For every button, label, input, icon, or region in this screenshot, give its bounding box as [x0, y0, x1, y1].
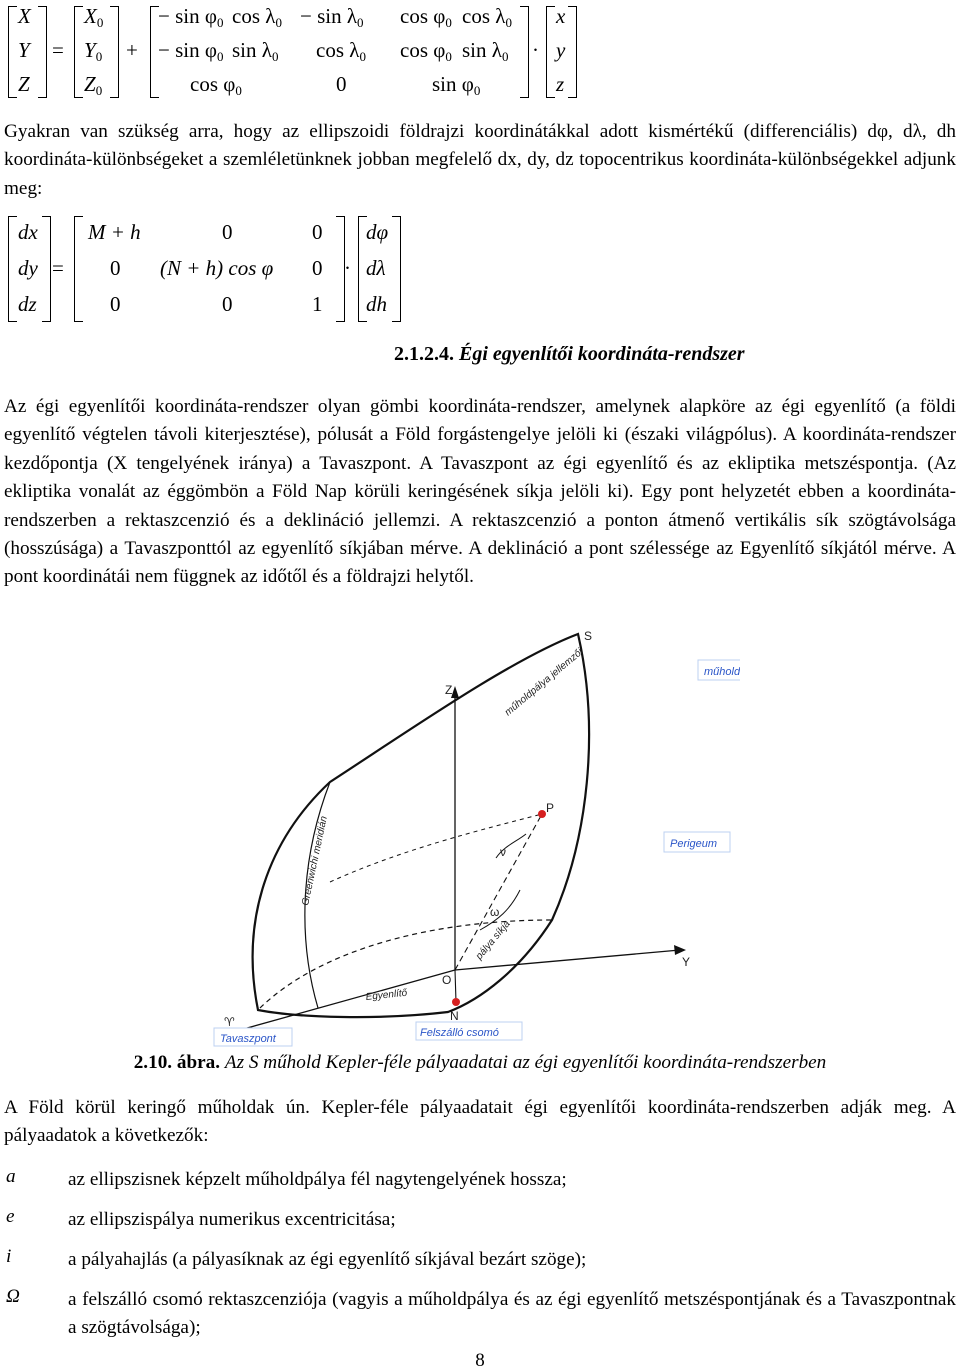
y-arrow-icon — [674, 945, 686, 955]
lhs-symbol: dz — [18, 292, 37, 316]
perigee-line — [455, 814, 542, 970]
def-desc: a felszálló csomó rektaszcenziója (vagyis a műholdpálya és az égi egyenlítő metszéspontjának és a Tavaszpontnak a szögtávolsága); — [68, 1289, 956, 1338]
paragraph-equatorial-system: Az égi egyenlítői koordináta-rendszer olyan gömbi koordináta-rendszer, amelynek alapköre az égi egyenlítő (a földi egyenlítő végtelen távoli kiterjesztése), pólusát a Föld forgástengelye jelöli ki (északi világpólus). A koordináta-rendszer kezdőpontja (X tengelyének iránya) a Tavaszpont. A Tavaszpont az égi egyenlítő és az ekliptika metszéspontja. (Az ekliptika vonalát az éggömbön a Föld Nap körüli keringésének síkja jelöli ki). Egy pont helyzetét ebben a koordináta-rendszerben a rektaszcenzió és a deklináció jellemzi. A rektaszcenzió a ponton átmenő vertikális sík szögtávolsága (hosszúsága) a Tavaszponttól az egyenlítő síkjában mérve. A deklináció a pont szélessége az Egyenlítő síkjától mérve. A pont koordinátái nem függnek az időtől és a földrajzi helytől. — [4, 396, 956, 588]
def-term: Ω — [6, 1286, 20, 1307]
matrix-cell: 0 — [110, 292, 121, 316]
lhs-symbol: dy — [18, 256, 38, 280]
node-marker-icon — [452, 998, 460, 1006]
matrix-cell — [232, 4, 282, 31]
caption-text: Az S műhold Kepler-féle pályaadatai az égi egyenlítői koordináta-rendszerben — [224, 1052, 827, 1073]
cell-text: cos λ — [316, 38, 360, 62]
offset-letter: Z — [84, 72, 96, 96]
equals-sign: = — [52, 256, 64, 280]
matrix-cell — [432, 72, 480, 99]
plus-sign: + — [126, 38, 138, 62]
def-desc: az ellipszisnek képzelt műholdpálya fél nagytengelyének hossza; — [68, 1169, 567, 1190]
subscript: 0 — [275, 15, 282, 30]
page-number: 8 — [475, 1350, 485, 1371]
cell-text: cos φ — [400, 4, 446, 28]
perigee-label: Perigeum — [670, 838, 718, 850]
cell-text: sin λ — [232, 38, 272, 62]
lhs-symbol: Y — [18, 38, 30, 62]
figure-caption — [0, 1052, 960, 1074]
vector-symbol: x — [556, 4, 566, 28]
def-term: a — [6, 1166, 16, 1187]
subscript: 0 — [216, 49, 224, 64]
matrix-cell — [462, 38, 508, 65]
matrix-cell: (N + h) cos φ — [160, 256, 274, 280]
matrix-cell: 0 — [222, 220, 233, 244]
satellite-label: műhold — [704, 666, 740, 678]
matrix-cell — [316, 38, 366, 65]
matrix-cell: 0 — [336, 72, 347, 96]
matrix-cell — [190, 72, 242, 99]
matrix-cell — [400, 38, 452, 65]
equator-label: Egyenlítő — [365, 987, 408, 1003]
lhs-symbol: X — [18, 4, 31, 28]
dot-operator: · — [344, 256, 351, 280]
def-desc: a pályahajlás (a pályasíknak az égi egyenlítő síkjával bezárt szöge); — [68, 1249, 587, 1270]
equals-sign: = — [52, 38, 64, 62]
cell-text: − sin φ — [158, 38, 217, 62]
cell-text: cos φ — [190, 72, 236, 96]
nu-label: ν — [500, 845, 506, 859]
matrix-cell — [462, 4, 512, 31]
subscript: 0 — [445, 49, 452, 64]
equation-row — [0, 256, 960, 282]
matrix-cell: 0 — [312, 220, 323, 244]
subscript: 0 — [95, 83, 103, 98]
equation-row — [0, 72, 960, 98]
rhs-symbol: dφ — [366, 220, 389, 244]
cell-text: − sin φ — [158, 4, 217, 28]
paragraph-kepler: A Föld körül keringő műholdak ún. Kepler-féle pályaadatait égi egyenlítői koordináta-rendszerben adják meg. A pályaadatok a következők: — [4, 1097, 956, 1147]
o-label: O — [442, 973, 452, 987]
offset-symbol — [84, 72, 102, 99]
equation-row — [0, 38, 960, 64]
subscript: 0 — [501, 49, 509, 64]
matrix-cell — [400, 4, 452, 31]
offset-letter: Y — [84, 38, 96, 62]
section-title: Égi egyenlítői koordináta-rendszer — [459, 343, 745, 365]
p-label: P — [546, 801, 555, 815]
caption-number: 2.10. ábra. — [133, 1052, 221, 1073]
cell-text: sin λ — [462, 38, 502, 62]
node-line — [455, 970, 456, 1002]
z-label: Z — [445, 683, 453, 697]
cell-text: − sin λ — [300, 4, 358, 28]
offset-symbol — [84, 4, 103, 31]
vector-symbol: z — [556, 72, 565, 96]
lhs-symbol: dx — [18, 220, 38, 244]
subscript: 0 — [216, 15, 224, 30]
offset-letter: X — [84, 4, 97, 28]
dot-operator: · — [532, 38, 539, 62]
matrix-cell — [300, 4, 364, 31]
def-term: e — [6, 1206, 15, 1227]
matrix-cell: 1 — [312, 292, 323, 316]
matrix-cell: 0 — [110, 256, 121, 280]
subscript: 0 — [505, 15, 512, 30]
orbit-plane-label: pálya síkja — [473, 918, 513, 962]
matrix-cell — [158, 4, 223, 31]
y-label: Y — [682, 955, 691, 969]
rhs-symbol: dλ — [366, 256, 386, 280]
cell-text: cos φ — [400, 38, 446, 62]
subscript: 0 — [271, 49, 279, 64]
subscript: 0 — [235, 83, 242, 98]
section-heading — [394, 343, 745, 366]
section-number: 2.1.2.4. — [394, 343, 454, 365]
cell-text: sin φ — [432, 72, 474, 96]
vector-symbol: y — [556, 38, 566, 62]
rhs-symbol: dh — [366, 292, 387, 316]
n-label: N — [450, 1009, 459, 1023]
subscript: 0 — [359, 49, 366, 64]
vernal-label: Tavaszpont — [220, 1033, 276, 1045]
subscript: 0 — [445, 15, 452, 30]
matrix-cell — [158, 38, 223, 65]
subscript: 0 — [357, 15, 364, 30]
matrix-cell: 0 — [222, 292, 233, 316]
matrix-cell: M + h — [88, 220, 141, 244]
lhs-symbol: Z — [18, 72, 30, 96]
offset-symbol — [84, 38, 102, 65]
paragraph-differential: Gyakran van szükség arra, hogy az ellipszoidi földrajzi koordinátákkal adott kismértékű (differenciális) dφ, dλ, dh koordináta-különbségeket a szemléletünknek jobban megfelelő dx, dy, dz topocentrikus koordináta-különbségekkel adjunk meg: — [4, 121, 956, 199]
node-label: Felszálló csomó — [420, 1027, 499, 1039]
x-axis — [240, 970, 455, 1030]
cell-text: cos λ — [232, 4, 276, 28]
equation-row — [0, 4, 960, 30]
equation-row — [0, 292, 960, 318]
equation-row — [0, 220, 960, 246]
s-label: S — [584, 629, 593, 643]
aries-symbol-icon: ♈ — [224, 1015, 235, 1029]
omega-label: ω — [490, 905, 500, 919]
cell-text: cos λ — [462, 4, 506, 28]
def-desc: az ellipszispálya numerikus excentricitása; — [68, 1209, 396, 1230]
matrix-cell: 0 — [312, 256, 323, 280]
def-term: i — [6, 1246, 12, 1267]
perigee-marker-icon — [538, 810, 546, 818]
subscript: 0 — [473, 83, 481, 98]
subscript: 0 — [96, 15, 104, 30]
matrix-cell — [232, 38, 278, 65]
subscript: 0 — [95, 49, 103, 64]
greenwich-label: Greenwichi meridián — [300, 815, 330, 907]
figure-orbit-diagram — [180, 620, 740, 1048]
orbit-text-label: műholdpálya jellemzői — [502, 646, 586, 719]
